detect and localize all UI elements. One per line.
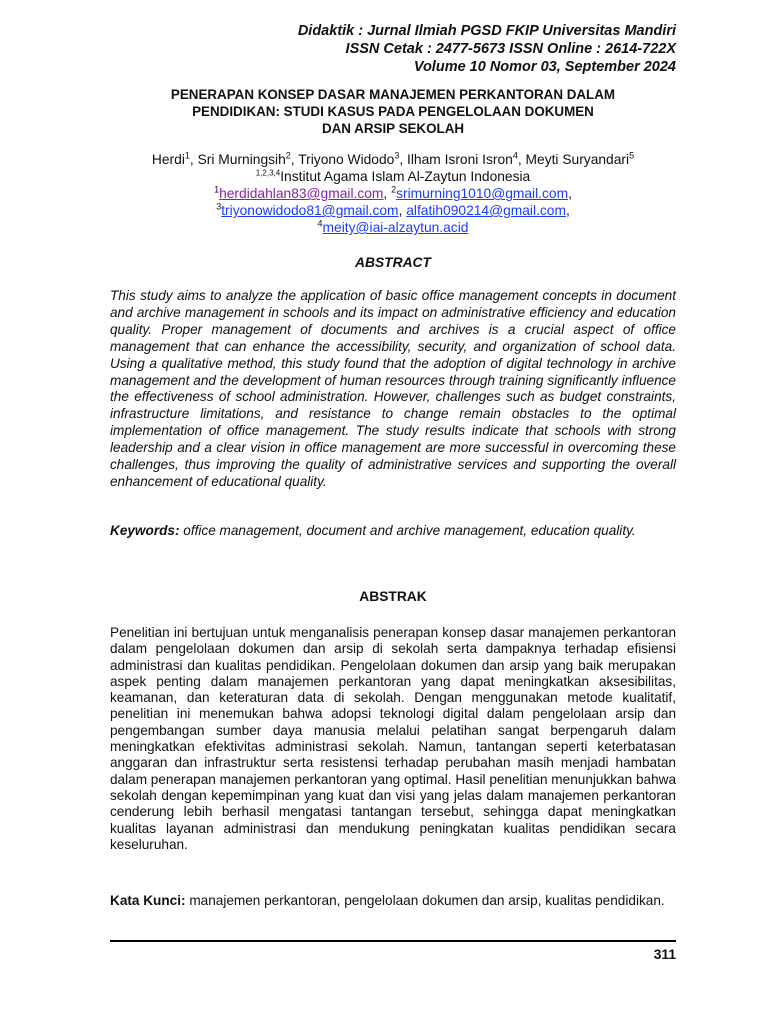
journal-volume: Volume 10 Nomor 03, September 2024 — [413, 59, 676, 75]
kata-kunci — [110, 892, 676, 909]
keywords-text: office management, document and archive management, education quality. — [183, 523, 636, 538]
author-sup: 5 — [629, 150, 635, 161]
journal-header — [298, 22, 676, 76]
abstrak-text: Penelitian ini bertujuan untuk menganalisis penerapan konsep dasar manajemen perkantoran dalam pengelolaan dokumen dan arsip di sekolah serta dampaknya terhadap efisiensi administrasi dan kualitas pendidikan. Pengelolaan dokumen dan arsip yang baik merupakan aspek penting dalam manajemen perkantoran yang dapat meningkatkan aksesibilitas, keamanan, dan keteraturan data di sekolah. Dengan menggunakan metode kualitatif, penelitian ini menemukan bahwa adopsi teknologi digital dalam pengelolaan arsip dan pengembangan sumber daya manusia melalui pelatihan sangat berpengaruh dalam meningkatkan efektivitas administrasi sekolah. Namun, tantangan seperti keterbatasan anggaran dan infrastruktur serta resistensi terhadap perubahan masih menjadi hambatan dalam penerapan manajemen perkantoran yang optimal. Hasil penelitian menunjukkan bahwa sekolah dengan kepemimpinan yang kuat dan visi yang jelas dalam manajemen perkantoran cenderung lebih berhasil mengatasi tantangan tersebut, sehingga dapat meningkatkan kualitas layanan administrasi dan mendukung peningkatan kualitas pendidikan secara keseluruhan. — [110, 625, 677, 852]
journal-issn: ISSN Cetak : 2477-5673 ISSN Online : 2614-722X — [345, 41, 676, 57]
author-sup: 3 — [394, 150, 400, 161]
paper-title — [110, 86, 676, 137]
keywords — [110, 522, 676, 539]
author-name: Sri Murningsih — [197, 152, 286, 167]
abstrak-heading: ABSTRAK — [359, 589, 427, 604]
abstract-heading: ABSTRACT — [355, 255, 431, 270]
keywords-label: Keywords: — [110, 523, 180, 538]
author-name: Meyti Suryandari — [525, 152, 630, 167]
title-line: PENDIDIKAN: STUDI KASUS PADA PENGELOLAAN DOKUMEN — [192, 104, 594, 119]
affiliation — [90, 168, 696, 185]
email-sup: 2 — [391, 184, 397, 195]
email-line — [90, 219, 696, 236]
author-sup: 1 — [184, 150, 190, 161]
author-name: Triyono Widodo — [298, 152, 395, 167]
page-number: 311 — [653, 947, 676, 962]
affiliation-sup: 1,2,3,4 — [255, 168, 281, 178]
email-line: $^3$triyonowidodo81@gmail.com, alfatih090214@gmail.com, — [216, 201, 570, 218]
author-list: Herdi$^1$, Sri Murningsih$^2$, Triyono Widodo$^3$, Ilham Isroni Isron$^4$, Meyti Suryandari$^5$ — [151, 150, 635, 167]
email-link[interactable]: alfatih090214@gmail.com — [406, 203, 566, 218]
kata-kunci-text: manajemen perkantoran, pengelolaan dokumen dan arsip, kualitas pendidikan. — [189, 893, 665, 908]
title-line: DAN ARSIP SEKOLAH — [321, 121, 465, 136]
affiliation-name: Institut Agama Islam Al-Zaytun Indonesia — [280, 169, 531, 184]
author-sup: 2 — [285, 150, 291, 161]
email-sup: 4 — [317, 218, 323, 229]
email-sup: 1 — [214, 184, 220, 195]
kata-kunci-label: Kata Kunci: — [110, 893, 186, 908]
email-link[interactable]: herdidahlan83@gmail.com — [219, 186, 384, 201]
email-link[interactable]: srimurning1010@gmail.com — [396, 186, 569, 201]
journal-name: Didaktik : Jurnal Ilmiah PGSD FKIP Universitas Mandiri — [297, 23, 676, 39]
email-link[interactable]: triyonowidodo81@gmail.com — [221, 203, 399, 218]
author-name: Herdi — [151, 152, 185, 167]
author-block — [90, 151, 696, 236]
author-name: Ilham Isroni Isron — [407, 152, 513, 167]
title-line: PENERAPAN KONSEP DASAR MANAJEMEN PERKANTORAN DALAM — [170, 87, 616, 102]
footer-rule — [110, 940, 676, 942]
author-sup: 4 — [512, 150, 518, 161]
email-line: $^1$herdidahlan83@gmail.com, $^2$srimurning1010@gmail.com, — [214, 184, 572, 201]
abstract-text: This study aims to analyze the application of basic office management concepts in document and archive management in schools and its impact on administrative efficiency and education quality. Proper management of documents and archives is a crucial aspect of office management that can enhance the accessibility, security, and organization of school data. Using a qualitative method, this study found that the adoption of digital technology in archive management and the development of human resources through training significantly influence the effectiveness of school administration. However, challenges such as budget constraints, infrastructure limitations, and resistance to change remain obstacles to the optimal implementation of office management. The study results indicate that schools with strong leadership and a clear vision in office management are more successful in overcoming these challenges, thus improving the quality of administrative services and supporting the overall enhancement of educational quality. — [110, 288, 676, 489]
email-link[interactable]: meity@iai-alzaytun.acid — [322, 220, 469, 235]
email-sup: 3 — [216, 201, 222, 212]
